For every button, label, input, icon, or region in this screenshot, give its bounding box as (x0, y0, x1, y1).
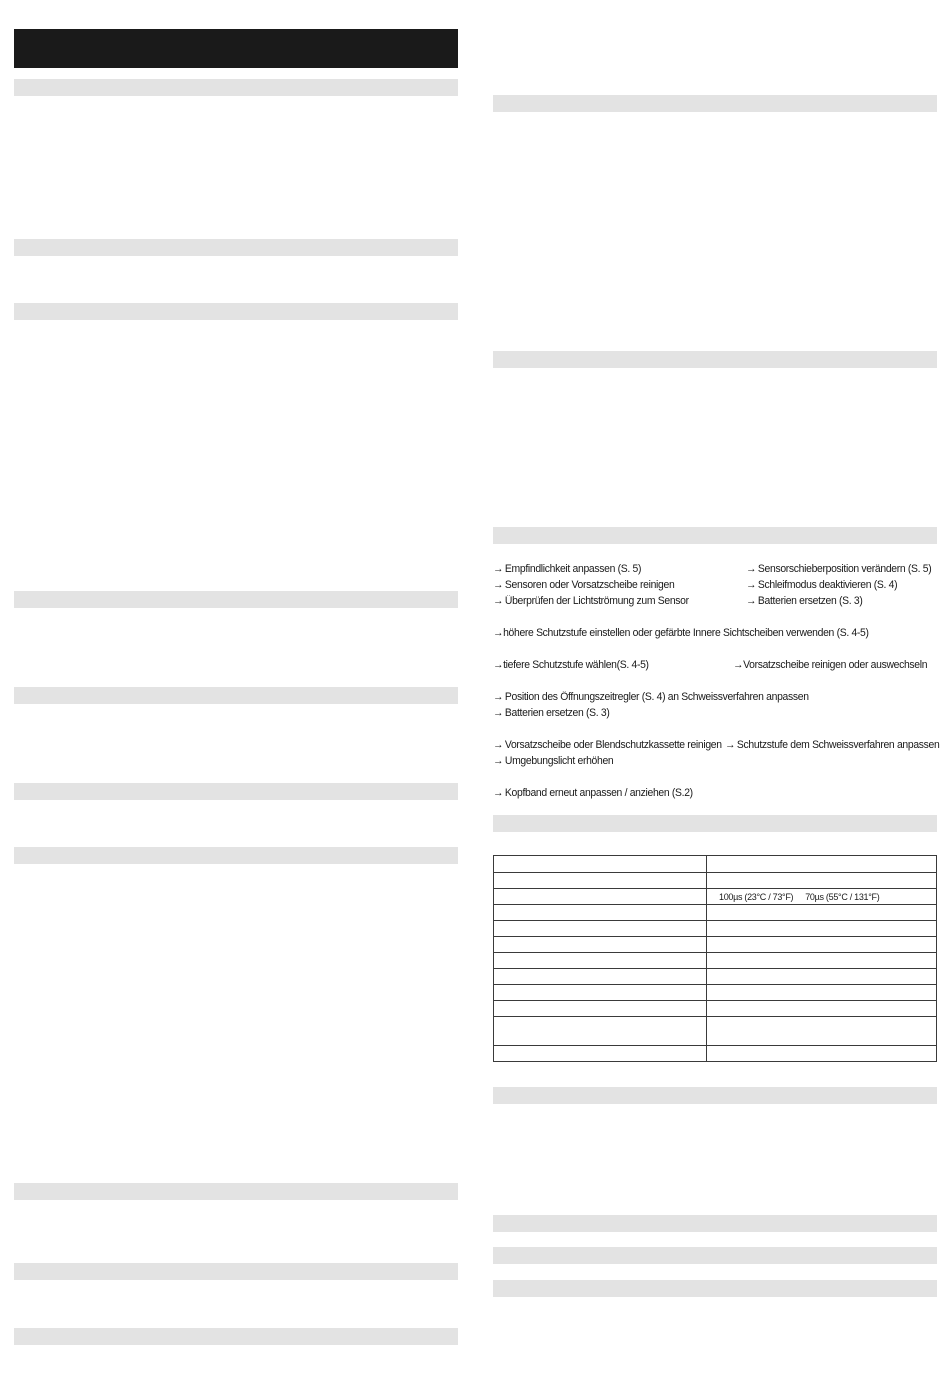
remedy-line: → Sensorschieberposition verändern (S. 5) (746, 563, 932, 575)
remedy-line: → Sensoren oder Vorsatzscheibe reinigen (493, 579, 675, 591)
arrow-icon: → (733, 659, 744, 671)
arrow-icon: → (493, 755, 504, 767)
remedy-line: → Kopfband erneut anpassen / anziehen (S.2) (493, 787, 693, 799)
remedy-line: →Vorsatzscheibe reinigen oder auswechseln (733, 659, 928, 671)
table-cell (494, 985, 707, 1001)
table-cell (707, 856, 937, 873)
table-cell (707, 905, 937, 921)
arrow-icon: → (746, 579, 757, 591)
remedy-line: → Position des Öffnungszeitregler (S. 4) an Schweissverfahren anpassen (493, 691, 809, 703)
remedy-line: → Empfindlichkeit anpassen (S. 5) (493, 563, 642, 575)
table-cell (707, 1017, 937, 1046)
section-header-bar (14, 79, 458, 96)
section-header-bar (493, 95, 937, 112)
table-row (494, 937, 937, 953)
remedy-line: → Vorsatzscheibe oder Blendschutzkassette reinigen (493, 739, 722, 751)
table-cell (707, 1046, 937, 1062)
table-cell (707, 937, 937, 953)
specs-table (493, 855, 937, 1062)
remedy-line: →tiefere Schutzstufe wählen(S. 4-5) (493, 659, 649, 671)
section-header-bar (14, 1328, 458, 1345)
arrow-icon: → (493, 579, 504, 591)
arrow-icon: → (725, 739, 736, 751)
section-header-bar (14, 239, 458, 256)
table-cell (707, 1001, 937, 1017)
table-cell (494, 953, 707, 969)
arrow-icon: → (493, 595, 504, 607)
table-cell (707, 985, 937, 1001)
section-header-bar (14, 591, 458, 608)
troubleshooting-header-bar (493, 527, 937, 544)
table-row (494, 969, 937, 985)
arrow-icon: → (493, 707, 504, 719)
table-row (494, 921, 937, 937)
table-row (494, 889, 937, 905)
remedy-line: → Batterien ersetzen (S. 3) (493, 707, 610, 719)
table-cell (707, 953, 937, 969)
table-row (494, 1046, 937, 1062)
remedy-line: → Schleifmodus deaktivieren (S. 4) (746, 579, 898, 591)
table-cell (707, 969, 937, 985)
arrow-icon: → (746, 595, 757, 607)
section-header-bar (14, 687, 458, 704)
table-row (494, 905, 937, 921)
table-row (494, 985, 937, 1001)
remedy-line: → Schutzstufe dem Schweissverfahren anpassen (725, 739, 940, 751)
section-header-bar (493, 1280, 937, 1297)
section-header-bar (14, 1263, 458, 1280)
section-header-bar (14, 783, 458, 800)
arrow-icon: → (493, 627, 504, 639)
table-cell (494, 873, 707, 889)
response-time-value: 70µs (55°C / 131°F) (805, 891, 880, 902)
table-cell (494, 1046, 707, 1062)
table-cell (494, 969, 707, 985)
section-header-bar (493, 1087, 937, 1104)
section-header-bar (493, 1215, 937, 1232)
table-cell (494, 905, 707, 921)
arrow-icon: → (493, 739, 504, 751)
section-header-bar (14, 847, 458, 864)
remedy-line: →höhere Schutzstufe einstellen oder gefärbte Innere Sichtscheiben verwenden (S. 4-5) (493, 627, 869, 639)
table-cell (494, 937, 707, 953)
table-row (494, 1001, 937, 1017)
arrow-icon: → (493, 691, 504, 703)
table-row (494, 873, 937, 889)
table-row (494, 1017, 937, 1046)
arrow-icon: → (746, 563, 757, 575)
arrow-icon: → (493, 787, 504, 799)
arrow-icon: → (493, 659, 504, 671)
page-title-bar (14, 29, 458, 68)
table-cell (494, 921, 707, 937)
remedy-line: → Batterien ersetzen (S. 3) (746, 595, 863, 607)
remedy-line: → Überprüfen der Lichtströmung zum Sensor (493, 595, 689, 607)
table-cell (494, 856, 707, 873)
response-time-value: 100µs (23°C / 73°F) (719, 891, 794, 902)
specs-header-bar (493, 815, 937, 832)
table-cell (494, 889, 707, 905)
table-cell (494, 1017, 707, 1046)
table-row (494, 953, 937, 969)
table-row (494, 856, 937, 873)
section-header-bar (14, 303, 458, 320)
table-cell (494, 1001, 707, 1017)
remedy-line: → Umgebungslicht erhöhen (493, 755, 614, 767)
arrow-icon: → (493, 563, 504, 575)
section-header-bar (493, 1247, 937, 1264)
table-cell (707, 889, 937, 905)
section-header-bar (493, 351, 937, 368)
table-cell (707, 921, 937, 937)
table-cell (707, 873, 937, 889)
section-header-bar (14, 1183, 458, 1200)
